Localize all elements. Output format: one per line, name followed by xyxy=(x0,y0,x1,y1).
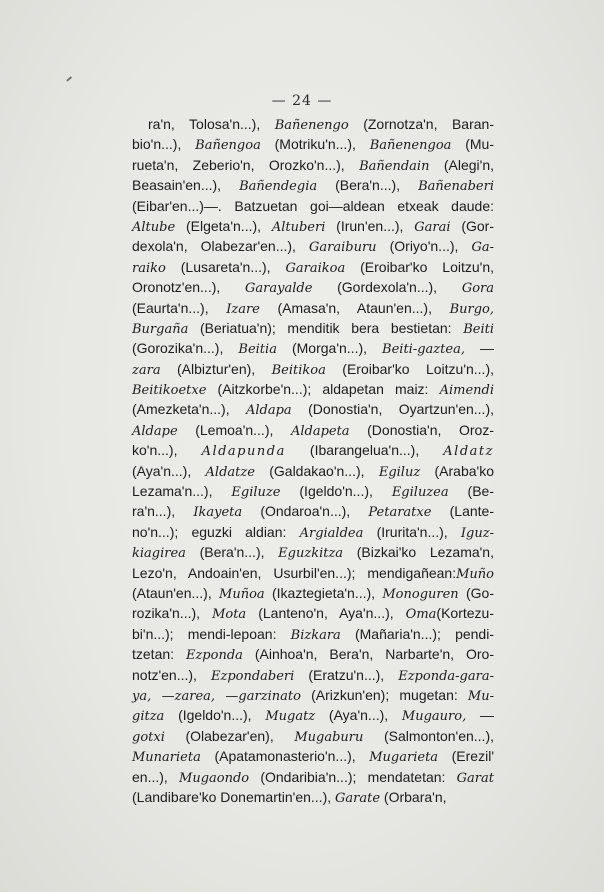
text-line: Oronotz'en...), Garayalde (Gordexola'n...), Gora xyxy=(132,279,495,297)
text-line: Altube (Elgeta'n...), Altuberi (Irun'en...), Garai (Gor- xyxy=(132,217,494,235)
text-line: bio'n...), Bañengoa (Motriku'n...), Bañenengoa (Mu- xyxy=(132,136,494,154)
text-line: (Eibar'en...)—. Batzuetan goi—aldean etxeak daude: xyxy=(132,197,494,214)
page-number: — 24 — xyxy=(271,93,333,109)
text-line: dexola'n, Olabezar'en...), Garaiburu (Oriyo'n...), Ga- xyxy=(132,238,494,256)
text-line: (Gorozika'n...), Beitia (Morga'n...), Beiti-gaztea, — xyxy=(132,340,494,358)
text-line: bi'n...); mendi-lepoan: Bizkara (Mañaria'n...); pendi- xyxy=(132,625,494,643)
text-line: gitza (Igeldo'n...), Mugatz (Aya'n...), Mugauro, — xyxy=(132,707,494,725)
text-line: (Aya'n...), Aldatze (Galdakao'n...), Egiluz (Araba'ko xyxy=(132,462,494,480)
text-line: no'n...); eguzki aldian: Argialdea (Irurita'n...), Iguz- xyxy=(132,523,494,541)
text-line: gotxi (Olabezar'en), Mugaburu (Salmonton'en...), xyxy=(132,727,495,745)
text-line: (Eaurta'n...), Izare (Amasa'n, Ataun'en...), Burgo, xyxy=(132,299,495,317)
text-line: kiagirea (Bera'n...), Eguzkitza (Bizkai'ko Lezama'n, xyxy=(132,544,494,562)
text-line: Beitikoetxe (Aitzkorbe'n...); aldapetan maiz: Aimendi xyxy=(132,381,494,399)
text-line: Lezama'n...), Egiluze (Igeldo'n...), Egiluzea (Be- xyxy=(132,483,494,501)
text-line: Beasain'en...), Bañendegia (Bera'n...), Bañenaberi xyxy=(132,177,494,195)
text-line: notz'en...), Ezpondaberi (Eratzu'n...), Ezponda-gara- xyxy=(132,666,494,684)
text-line: Aldape (Lemoa'n...), Aldapeta (Donostia'n, Oroz- xyxy=(132,421,494,439)
text-line: ko'n...), Aldapunda (Ibarangelua'n...), Aldatz xyxy=(132,442,494,460)
text-line: Burgaña (Beriatua'n); menditik bera bestietan: Beiti xyxy=(132,319,494,337)
text-line: (Amezketa'n...), Aldapa (Donostia'n, Oyartzun'en...), xyxy=(132,401,494,419)
text-line: raiko (Lusareta'n...), Garaikoa (Eroibar'ko Loitzu'n, xyxy=(132,258,494,276)
text-line: ra'n, Tolosa'n...), Bañenengo (Zornotza'n, Baran- xyxy=(148,116,494,133)
page-speck xyxy=(66,76,72,81)
text-line: rozika'n...), Mota (Lanteno'n, Aya'n...), Oma(Kortezu- xyxy=(132,605,494,623)
text-line: rueta'n, Zeberio'n, Orozko'n...), Bañendain (Alegi'n, xyxy=(132,156,494,174)
text-line: (Ataun'en...), Muñoa (Ikaztegieta'n...), Monoguren (Go- xyxy=(132,584,494,602)
body-text xyxy=(132,114,494,807)
text-line: en...), Mugaondo (Ondaribia'n...); mendatetan: Garat xyxy=(132,768,494,786)
text-line: ra'n...), Ikayeta (Ondaroa'n...), Petaratxe (Lante- xyxy=(132,503,494,521)
text-line: zara (Albiztur'en), Beitikoa (Eroibar'ko Loitzu'n...), xyxy=(132,360,494,378)
text-line: tzetan: Ezponda (Ainhoa'n, Bera'n, Narbarte'n, Oro- xyxy=(132,646,494,664)
text-line: (Landibare'ko Donemartin'en...), Garate (Orbara'n, xyxy=(132,788,447,806)
text-line: ya, —zarea, —garzinato (Arizkun'en); mugetan: Mu- xyxy=(132,686,494,704)
text-line: Lezo'n, Andoain'en, Usurbil'en...); mendigañean:Muño xyxy=(132,564,494,582)
text-line: Munarieta (Apatamonasterio'n...), Mugarieta (Erezil' xyxy=(132,748,494,766)
